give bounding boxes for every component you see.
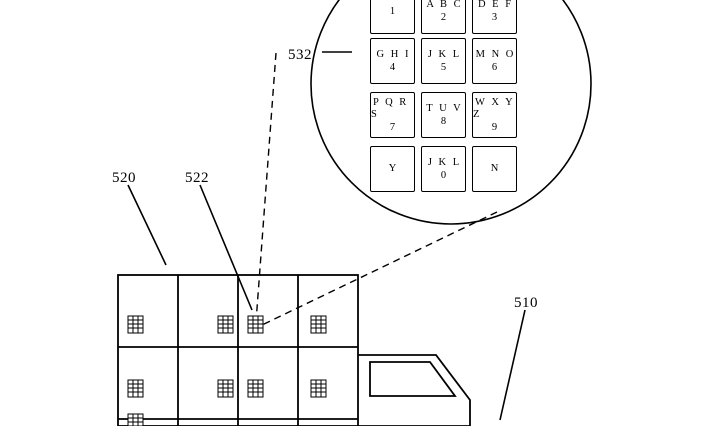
- keypad-key-letters: D E F: [477, 0, 514, 10]
- reference-numeral-510: 510: [514, 295, 538, 311]
- keypad-key-y[interactable]: [370, 146, 415, 192]
- locker-keypad-icon: [248, 380, 263, 397]
- keypad-key-digit: 3: [491, 11, 498, 23]
- keypad-key-6[interactable]: [472, 38, 517, 84]
- keypad-key-letters: W X Y Z: [473, 96, 515, 120]
- locker-keypad-icon: [311, 316, 326, 333]
- keypad-key-5[interactable]: [421, 38, 466, 84]
- keypad-key-digit: 0: [440, 169, 447, 181]
- keypad-key-letters: P Q R S: [371, 96, 409, 120]
- keypad-key-letters: M N O: [475, 48, 516, 60]
- keypad-key-digit: 6: [491, 61, 498, 73]
- keypad-key-7[interactable]: [370, 92, 415, 138]
- keypad-key-digit: 9: [491, 121, 498, 133]
- keypad-key-letters: G H I: [376, 48, 411, 60]
- keypad-key-digit: 2: [440, 11, 447, 23]
- keypad-key-9[interactable]: [472, 92, 517, 138]
- keypad-key-2[interactable]: [421, 0, 466, 34]
- keypad-key-8[interactable]: [421, 92, 466, 138]
- keypad-key-digit: 1: [389, 5, 396, 17]
- keypad-key-letters: N: [490, 162, 500, 174]
- keypad-key-letters: J K L: [427, 48, 462, 60]
- keypad-key-1[interactable]: [370, 0, 415, 34]
- keypad-key-letters: T U V: [426, 102, 463, 114]
- keypad-key-letters: J K L: [427, 156, 462, 168]
- locker-keypad-icon: [248, 316, 263, 333]
- locker-keypad-icon: [311, 380, 326, 397]
- locker-keypad-icon: [218, 380, 233, 397]
- keypad-key-4[interactable]: [370, 38, 415, 84]
- locker-keypad-icon: [218, 316, 233, 333]
- reference-numeral-532: 532: [288, 47, 312, 63]
- keypad-key-digit: 5: [440, 61, 447, 73]
- keypad-key-digit: 7: [389, 121, 396, 133]
- keypad-key-0[interactable]: [421, 146, 466, 192]
- keypad-key-3[interactable]: [472, 0, 517, 34]
- keypad-key-n[interactable]: [472, 146, 517, 192]
- keypad-key-letters: A B C: [426, 0, 463, 10]
- keypad-key-letters: Y: [388, 162, 398, 174]
- keypad-key-digit: 4: [389, 61, 396, 73]
- locker-keypad-icon: [128, 380, 143, 397]
- reference-numeral-520: 520: [112, 170, 136, 186]
- locker-keypad-icon: [128, 316, 143, 333]
- reference-numeral-522: 522: [185, 170, 209, 186]
- locker-keypad-icon: [128, 414, 143, 426]
- keypad-key-digit: 8: [440, 115, 447, 127]
